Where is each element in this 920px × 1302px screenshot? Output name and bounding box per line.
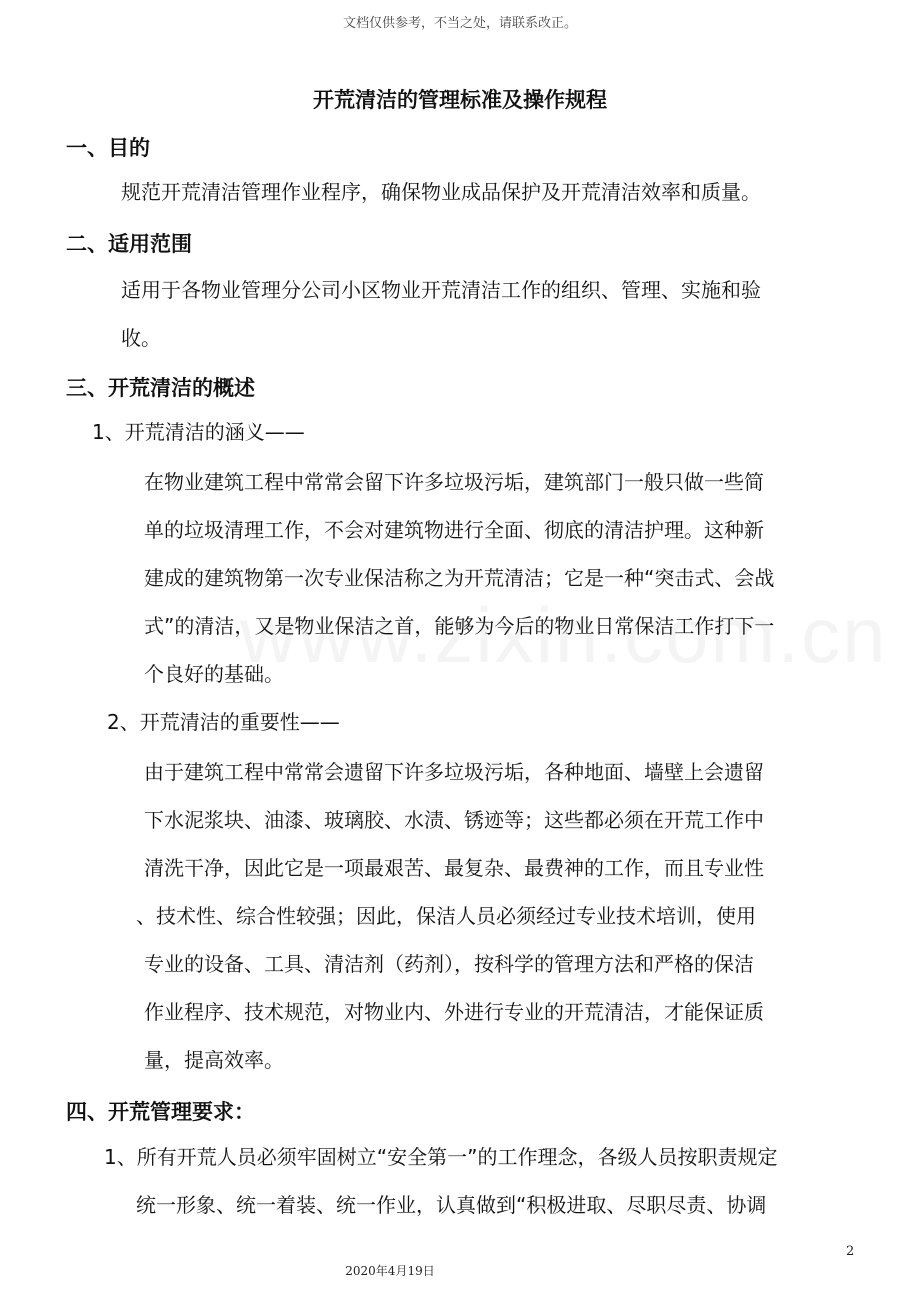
paragraph-line: 量，提高效率。	[144, 1048, 284, 1072]
paragraph-line: 适用于各物业管理分公司小区物业开荒清洁工作的组织、管理、实施和验	[121, 278, 761, 302]
subsection-heading-meaning: 1、开荒清洁的涵义——	[92, 420, 305, 444]
paragraph-line: 式”的清洁，又是物业保洁之首，能够为今后的物业日常保洁工作打下一	[144, 614, 775, 638]
paragraph-line: 专业的设备、工具、清洁剂（药剂），按科学的管理方法和严格的保洁	[144, 952, 754, 976]
paragraph-line: 由于建筑工程中常常会遗留下许多垃圾污垢，各种地面、墙壁上会遗留	[144, 760, 764, 784]
paragraph-line: 、技术性、综合性较强；因此，保洁人员必须经过专业技术培训，使用	[136, 904, 756, 928]
paragraph-line: 单的垃圾清理工作，不会对建筑物进行全面、彻底的清洁护理。这种新	[144, 518, 764, 542]
section-heading-purpose: 一、目的	[66, 136, 150, 160]
section-heading-scope: 二、适用范围	[66, 232, 192, 256]
paragraph-line: 在物业建筑工程中常常会留下许多垃圾污垢，建筑部门一般只做一些简	[144, 470, 764, 494]
document-title: 开荒清洁的管理标准及操作规程	[313, 88, 607, 112]
section-heading-overview: 三、开荒清洁的概述	[66, 376, 255, 400]
page-number: 2	[846, 1244, 855, 1259]
paragraph-line: 1、所有开荒人员必须牢固树立“安全第一”的工作理念，各级人员按职责规定	[104, 1145, 778, 1169]
section-heading-requirements: 四、开荒管理要求：	[66, 1100, 255, 1124]
paragraph-line: 个良好的基础。	[144, 662, 284, 686]
header-note: 文档仅供参考，不当之处，请联系改正。	[342, 16, 577, 31]
paragraph-line: 清洗干净，因此它是一项最艰苦、最复杂、最费神的工作，而且专业性	[144, 856, 764, 880]
paragraph-line: 收。	[121, 326, 161, 350]
paragraph-line: 建成的建筑物第一次专业保洁称之为开荒清洁；它是一种“突击式、会战	[144, 566, 775, 590]
subsection-heading-importance: 2、开荒清洁的重要性——	[107, 710, 340, 734]
footer-date: 2020年4月19日	[345, 1264, 435, 1278]
paragraph-line: 规范开荒清洁管理作业程序，确保物业成品保护及开荒清洁效率和质量。	[121, 180, 761, 204]
paragraph-line: 作业程序、技术规范，对物业内、外进行专业的开荒清洁，才能保证质	[144, 1000, 764, 1024]
paragraph-line: 下水泥浆块、油漆、玻璃胶、水渍、锈迹等；这些都必须在开荒工作中	[144, 808, 764, 832]
paragraph-line: 统一形象、统一着装、统一作业，认真做到“积极进取、尽职尽责、协调	[136, 1193, 767, 1217]
